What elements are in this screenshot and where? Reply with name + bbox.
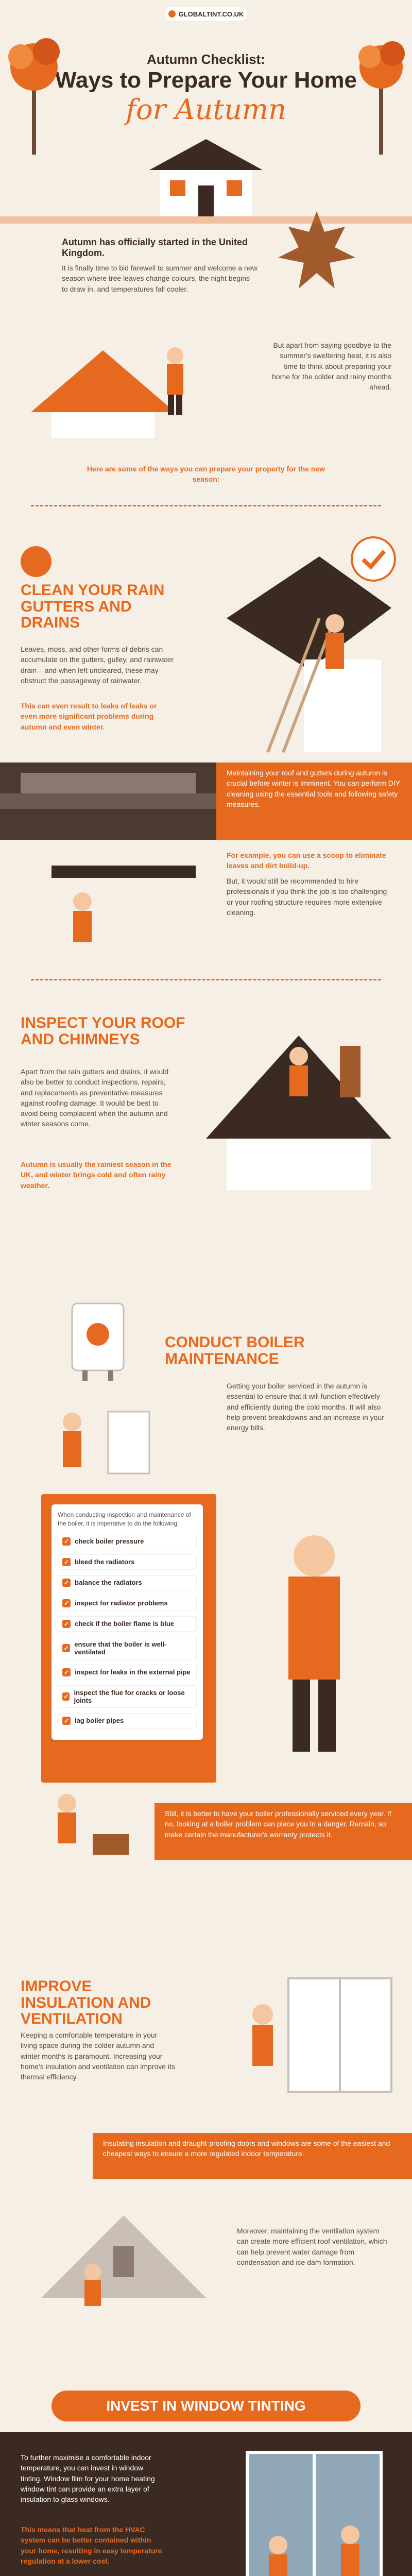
tinting-title: INVEST IN WINDOW TINTING bbox=[106, 2398, 306, 2414]
checklist-item-label: inspect the flue for cracks or loose joints bbox=[74, 1688, 185, 1704]
gutter-photo-icon bbox=[0, 762, 216, 840]
boiler-technician-illustration bbox=[237, 1515, 391, 1762]
intro-cta-text: Here are some of the ways you can prepare your property for the new season: bbox=[87, 465, 325, 484]
boiler-icon bbox=[62, 1298, 134, 1381]
maple-leaf-icon bbox=[278, 211, 355, 294]
divider bbox=[31, 979, 381, 980]
checklist-item-label: inspect for leaks in the external pipe bbox=[75, 1668, 191, 1676]
autumn-tree-left-icon bbox=[5, 21, 62, 155]
intro-right: But apart from saying goodbye to the summer's sweltering heat, it is also time to think about preparing your home for the colder and rainy months ahead. bbox=[272, 341, 391, 392]
insulation-p2: Insulating insulation and draught-proofing doors and windows are some of the easiest and cheapest ways to ensure a more regulated indoor temperature. bbox=[93, 2133, 412, 2179]
gutters-title: CLEAN YOUR RAIN GUTTERS AND DRAINS bbox=[21, 582, 165, 631]
intro-body: It is finally time to bid farewell to summer and welcome a new season where tree leaves change colours, the night begins to draw in, and temperatures fall cooler. bbox=[62, 264, 258, 293]
gutters-p1: Leaves, moss, and other forms of debris can accumulate on the gutters, gulley, and rainwater drain – and when left uncleared, these may obstruct the passageway of rainwater. bbox=[21, 645, 174, 685]
gutter-icon-frame bbox=[21, 546, 52, 577]
gutters-p4: For example, you can use a scoop to eliminate leaves and dirt build-up. bbox=[227, 851, 386, 870]
insulation-title: IMPROVE INSULATION AND VENTILATION bbox=[21, 1978, 151, 2027]
checklist-item-label: check boiler pressure bbox=[75, 1537, 144, 1546]
worker-roof-illustration bbox=[21, 319, 216, 443]
check-icon: ✓ bbox=[62, 1644, 70, 1652]
section-roof bbox=[0, 1005, 412, 1293]
divider bbox=[31, 505, 381, 506]
tinting-workers-illustration bbox=[185, 2442, 391, 2576]
gutters-band-image bbox=[0, 762, 216, 840]
brand-logo-text: GLOBALTINT.CO.UK bbox=[178, 10, 244, 18]
check-icon: ✓ bbox=[62, 1620, 71, 1628]
checklist-item-label: ensure that the boiler is well-ventilated bbox=[74, 1640, 167, 1656]
checklist-item[interactable] bbox=[58, 1637, 197, 1659]
logo-mark-icon bbox=[168, 10, 176, 18]
checklist-item-label: bleed the radiators bbox=[75, 1558, 135, 1566]
check-icon: ✓ bbox=[62, 1579, 71, 1587]
section-boiler bbox=[0, 1288, 412, 1958]
insulation-p1: Keeping a comfortable temperature in your living space during the colder autumn and winter months is paramount. Increasing your home's insulation and ventilation can improve its thermal efficiency. bbox=[21, 2031, 175, 2081]
insulation-p3: Moreover, maintaining the ventilation system can create more efficient roof ventilation, which can help prevent water damage from condensation and ice dam formation. bbox=[237, 2227, 387, 2266]
check-icon: ✓ bbox=[62, 1599, 71, 1607]
checklist-item-label: lag boiler pipes bbox=[75, 1717, 124, 1725]
intro-lead: Autumn has officially started in the United Kingdom. bbox=[62, 237, 248, 258]
boiler-list-intro: When conducting inspection and maintenance of the boiler, it is imperative to do the following: bbox=[58, 1511, 191, 1528]
intro-text bbox=[62, 237, 258, 294]
ventilation-illustration bbox=[31, 2195, 216, 2339]
roof-p1: Apart from the rain gutters and drains, it would also be better to conduct inspections, repairs, and replacements as preventative measures against roofing damage. It would be best to avoid being complacent when the autumn and winter seasons come. bbox=[21, 1067, 169, 1128]
hero-kicker: Autumn Checklist: bbox=[147, 52, 265, 67]
checklist-item[interactable] bbox=[58, 1713, 197, 1728]
hero-title-block bbox=[41, 52, 371, 126]
section-tinting bbox=[0, 2380, 412, 2576]
check-icon: ✓ bbox=[62, 1717, 71, 1725]
tinting-p1: To further maximise a comfortable indoor temperature, you can invest in window tinting. Window film for your home heating window tint can provide an extra layer of insulation to glass windows. bbox=[21, 2453, 155, 2504]
checklist-item-label: inspect for radiator problems bbox=[75, 1599, 168, 1607]
checklist-item-label: balance the radiators bbox=[75, 1579, 142, 1587]
hero-section bbox=[0, 0, 412, 309]
checklist-item[interactable] bbox=[58, 1665, 197, 1680]
checklist-item[interactable] bbox=[58, 1554, 197, 1570]
roof-title: INSPECT YOUR ROOF AND CHIMNEYS bbox=[21, 1014, 185, 1048]
hero-script: for Autumn bbox=[126, 93, 286, 126]
gutters-p2: This can even result to leaks of leaks or even more significant problems during autumn and even winter. bbox=[21, 702, 157, 731]
window-worker-illustration bbox=[216, 1968, 402, 2112]
boiler-worker-illustration bbox=[31, 1391, 165, 1494]
boiler-checklist bbox=[52, 1504, 203, 1740]
roof-worker-ladder-illustration bbox=[206, 546, 402, 762]
section-gutters bbox=[0, 536, 412, 999]
checklist-item[interactable] bbox=[58, 1616, 197, 1632]
autumn-tree-right-icon bbox=[355, 21, 407, 155]
boiler-p1: Getting your boiler serviced in the autumn is essential to ensure that it will function effectively and efficiently during the cold months. It will also help prevent breakdowns and an increase in your energy bills. bbox=[227, 1382, 384, 1432]
boiler-p2: Still, it is better to have your boiler professionally serviced every year. If no, looking at a boiler problem can place you in a danger. Remain, so make certain the manufacturer's warranty protects it. bbox=[154, 1803, 412, 1860]
intro-cta bbox=[82, 464, 330, 485]
checklist-item[interactable] bbox=[58, 1575, 197, 1590]
gutters-p5: But, it would still be recommended to hire professionals if you think the job is too challenging or your roofing structure requires more extensive cleaning. bbox=[227, 877, 387, 917]
check-icon: ✓ bbox=[62, 1537, 71, 1546]
hero-ground bbox=[0, 216, 412, 224]
check-icon: ✓ bbox=[62, 1692, 70, 1701]
boiler-title: CONDUCT BOILER MAINTENANCE bbox=[165, 1334, 305, 1367]
tinting-p2: This means that heat from the HVAC system can be better contained within your home, resulting in easy temperature regulation at a lower cost. bbox=[21, 2526, 162, 2565]
checklist-item[interactable] bbox=[58, 1596, 197, 1611]
brand-logo bbox=[165, 7, 247, 21]
section-insulation bbox=[0, 1968, 412, 2370]
toolbox-worker-illustration bbox=[21, 1783, 144, 1865]
gutter-cleaning-worker-illustration bbox=[31, 845, 206, 948]
checklist-item[interactable] bbox=[58, 1685, 197, 1708]
gutters-p3: Maintaining your roof and gutters during autumn is crucial before winter is imminent. You can perform DIY cleaning using the essential tools and following safety measures. bbox=[216, 762, 412, 840]
checklist-item[interactable] bbox=[58, 1534, 197, 1549]
roof-p2: Autumn is usually the rainiest season in the UK, and winter brings cold and often rainy weather. bbox=[21, 1160, 171, 1190]
tinting-title-band bbox=[52, 2391, 360, 2421]
check-icon: ✓ bbox=[62, 1558, 71, 1566]
house-icon bbox=[139, 134, 273, 216]
check-icon: ✓ bbox=[62, 1668, 71, 1676]
chimney-roof-illustration bbox=[196, 1005, 402, 1200]
hero-title: Ways to Prepare Your Home bbox=[55, 67, 357, 93]
checklist-item-label: check if the boiler flame is blue bbox=[75, 1620, 174, 1628]
